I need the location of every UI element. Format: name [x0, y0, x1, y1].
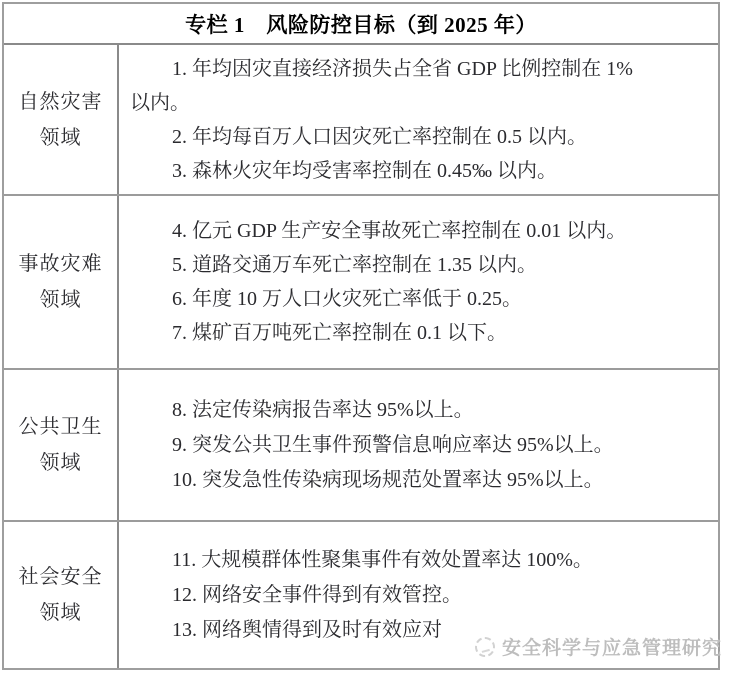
section-natural-disaster	[4, 45, 718, 196]
target-item-text: 11. 大规模群体性聚集事件有效处置率达 100%。	[172, 548, 593, 571]
category-label-line: 领域	[39, 602, 82, 624]
target-item	[130, 214, 712, 248]
targets-cell	[119, 45, 718, 194]
sketch-circle-logo-icon	[475, 637, 495, 657]
target-item-text: 6. 年度 10 万人口火灾死亡率低于 0.25。	[172, 288, 522, 310]
category-label-line: 自然灾害	[18, 90, 103, 113]
section-accident-disaster	[4, 196, 718, 370]
targets-cell	[119, 196, 718, 368]
target-item-text: 7. 煤矿百万吨死亡率控制在 0.1 以下。	[172, 322, 507, 344]
category-label-social-security	[4, 522, 119, 668]
target-item-text: 10. 突发急性传染病现场规范处置率达 95%以上。	[172, 468, 604, 491]
target-item	[130, 428, 712, 463]
table-header-row	[4, 4, 718, 45]
target-item	[130, 154, 712, 188]
target-item	[130, 248, 712, 282]
target-item	[130, 463, 712, 498]
target-item-text: 9. 突发公共卫生事件预警信息响应率达 95%以上。	[172, 433, 614, 456]
target-item-text: 1. 年均因灾直接经济损失占全省 GDP 比例控制在 1%	[172, 57, 633, 80]
category-label-public-health	[4, 370, 119, 520]
category-label-natural-disaster	[4, 45, 119, 194]
target-item-text: 8. 法定传染病报告率达 95%以上。	[172, 398, 474, 421]
target-item	[130, 282, 712, 316]
risk-targets-table	[2, 2, 720, 670]
target-item	[130, 543, 712, 578]
table-title: 专栏 1 风险防控目标（到 2025 年）	[185, 12, 537, 37]
watermark	[475, 633, 722, 660]
target-item	[130, 578, 712, 613]
target-item	[130, 120, 712, 154]
target-item	[130, 393, 712, 428]
target-item	[130, 316, 712, 350]
category-label-line: 社会安全	[18, 566, 103, 588]
targets-cell	[119, 370, 718, 520]
target-item-text: 2. 年均每百万人口因灾死亡率控制在 0.5 以内。	[172, 125, 587, 148]
category-label-line: 领域	[39, 452, 82, 474]
target-item-text: 3. 森林火灾年均受害率控制在 0.45‰ 以内。	[172, 159, 557, 182]
target-item-text: 4. 亿元 GDP 生产安全事故死亡率控制在 0.01 以内。	[172, 220, 627, 242]
target-item-text: 13. 网络舆情得到及时有效应对	[172, 618, 442, 641]
category-label-line: 领域	[39, 289, 82, 311]
watermark-text: 安全科学与应急管理研究	[501, 638, 722, 659]
target-item	[130, 52, 712, 120]
target-item-text: 以内。	[130, 91, 190, 114]
category-label-line: 领域	[39, 126, 82, 149]
target-item-text: 12. 网络安全事件得到有效管控。	[172, 583, 462, 606]
section-public-health	[4, 370, 718, 522]
category-label-line: 公共卫生	[18, 416, 103, 438]
category-label-accident-disaster	[4, 196, 119, 368]
target-item-text: 5. 道路交通万车死亡率控制在 1.35 以内。	[172, 254, 537, 276]
category-label-line: 事故灾难	[18, 253, 103, 275]
